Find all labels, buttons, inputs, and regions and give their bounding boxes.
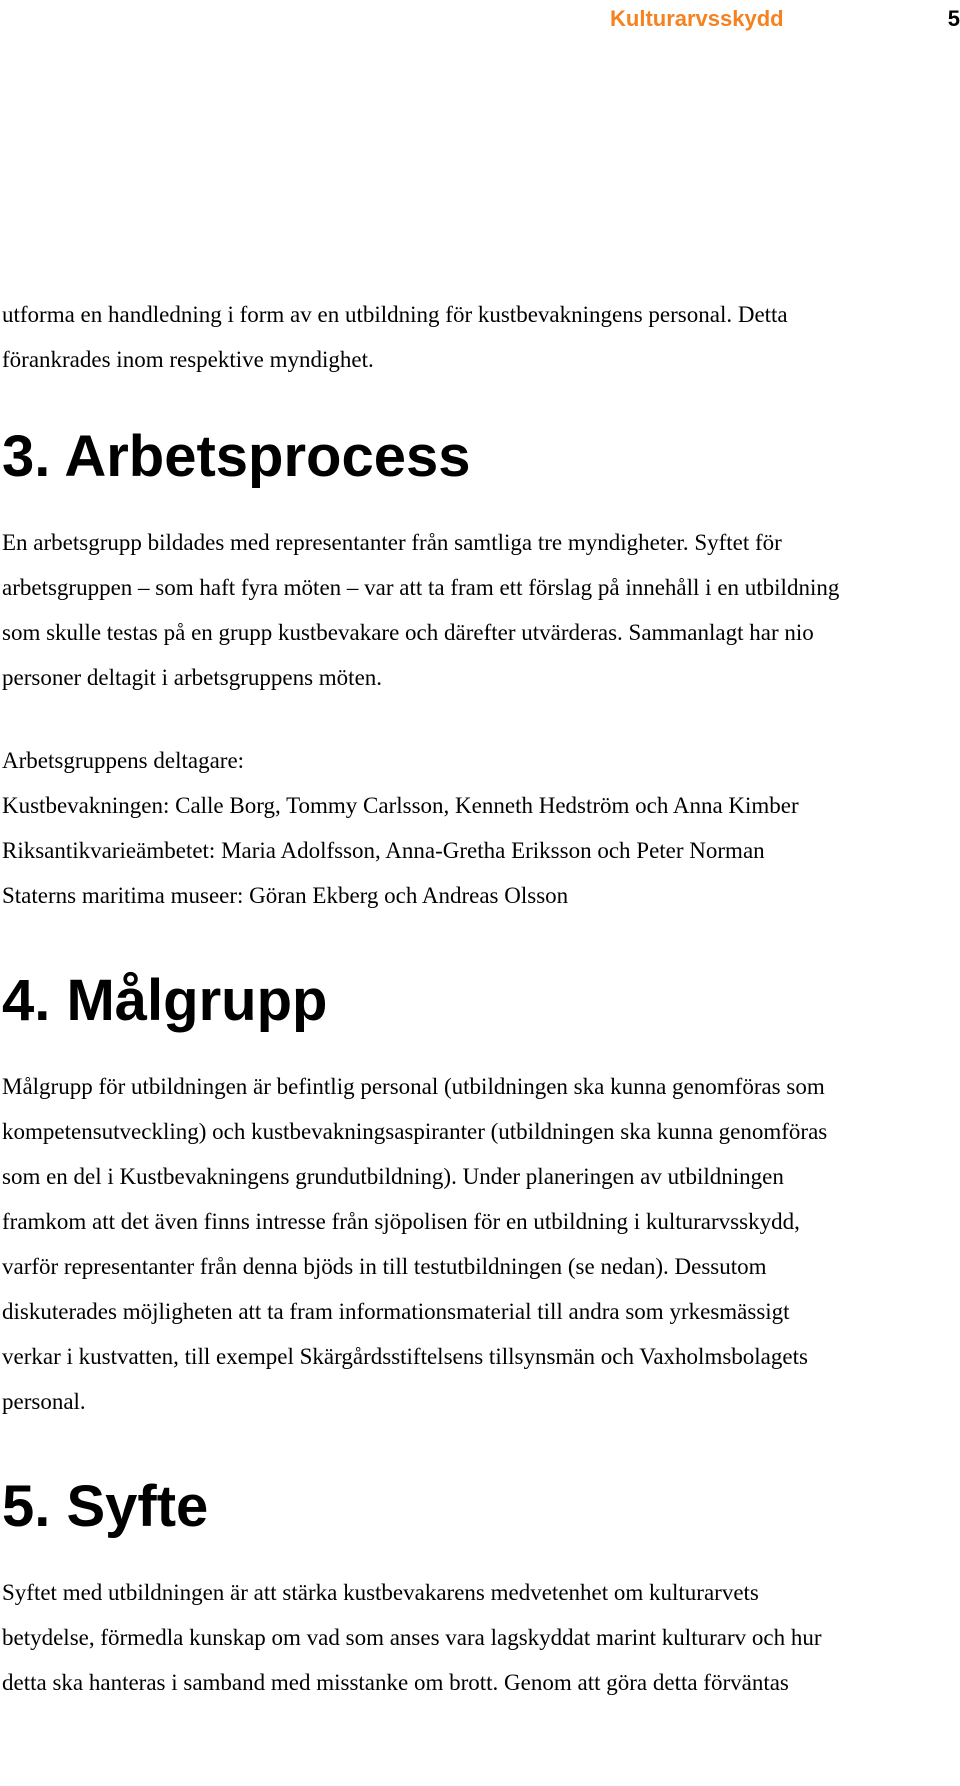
text-line: varför representanter från denna bjöds in till testutbildningen (se nedan). Dessutom xyxy=(2,1254,767,1279)
section-heading-arbetsprocess: 3. Arbetsprocess xyxy=(2,424,471,489)
participant-group: Staterns maritima museer: Göran Ekberg och Andreas Olsson xyxy=(2,883,569,908)
text-line: Målgrupp för utbildningen är befintlig personal (utbildningen ska kunna genomföras som xyxy=(2,1074,825,1099)
intro-paragraph xyxy=(2,292,952,382)
text-line: diskuterades möjligheten att ta fram informationsmaterial till andra som yrkesmässigt xyxy=(2,1299,790,1324)
page-number: 5 xyxy=(947,6,960,31)
participants-label: Arbetsgruppens deltagare: xyxy=(2,748,245,773)
malgrupp-paragraph xyxy=(2,1064,952,1424)
section-heading-syfte: 5. Syfte xyxy=(2,1474,209,1539)
page-header xyxy=(0,4,960,34)
text-line: som skulle testas på en grupp kustbevakare och därefter utvärderas. Sammanlagt har nio xyxy=(2,620,814,645)
text-line: personer deltagit i arbetsgruppens möten. xyxy=(2,665,383,690)
text-line: utforma en handledning i form av en utbildning för kustbevakningens personal. Detta xyxy=(2,302,788,327)
participant-group: Riksantikvarieämbetet: Maria Adolfsson, Anna-Gretha Eriksson och Peter Norman xyxy=(2,838,765,863)
text-line: detta ska hanteras i samband med misstanke om brott. Genom att göra detta förväntas xyxy=(2,1670,789,1695)
section-heading-malgrupp: 4. Målgrupp xyxy=(2,968,328,1033)
text-line: framkom att det även finns intresse från sjöpolisen för en utbildning i kulturarvsskydd, xyxy=(2,1209,800,1234)
text-line: arbetsgruppen – som haft fyra möten – var att ta fram ett förslag på innehåll i en utbildning xyxy=(2,575,840,600)
document-body xyxy=(2,292,952,1705)
syfte-paragraph xyxy=(2,1570,952,1705)
text-line: förankrades inom respektive myndighet. xyxy=(2,347,374,372)
text-line: verkar i kustvatten, till exempel Skärgårdsstiftelsens tillsynsmän och Vaxholmsbolagets xyxy=(2,1344,808,1369)
running-header-title: Kulturarvsskydd xyxy=(610,6,784,31)
text-line: betydelse, förmedla kunskap om vad som anses vara lagskyddat marint kulturarv och hur xyxy=(2,1625,822,1650)
participants-list xyxy=(2,738,952,918)
text-line: kompetensutveckling) och kustbevakningsaspiranter (utbildningen ska kunna genomföras xyxy=(2,1119,828,1144)
text-line: som en del i Kustbevakningens grundutbildning). Under planeringen av utbildningen xyxy=(2,1164,784,1189)
participant-group: Kustbevakningen: Calle Borg, Tommy Carlsson, Kenneth Hedström och Anna Kimber xyxy=(2,793,799,818)
text-line: En arbetsgrupp bildades med representanter från samtliga tre myndigheter. Syftet för xyxy=(2,530,782,555)
text-line: personal. xyxy=(2,1389,86,1414)
arbetsprocess-paragraph xyxy=(2,520,952,700)
text-line: Syftet med utbildningen är att stärka kustbevakarens medvetenhet om kulturarvets xyxy=(2,1580,759,1605)
